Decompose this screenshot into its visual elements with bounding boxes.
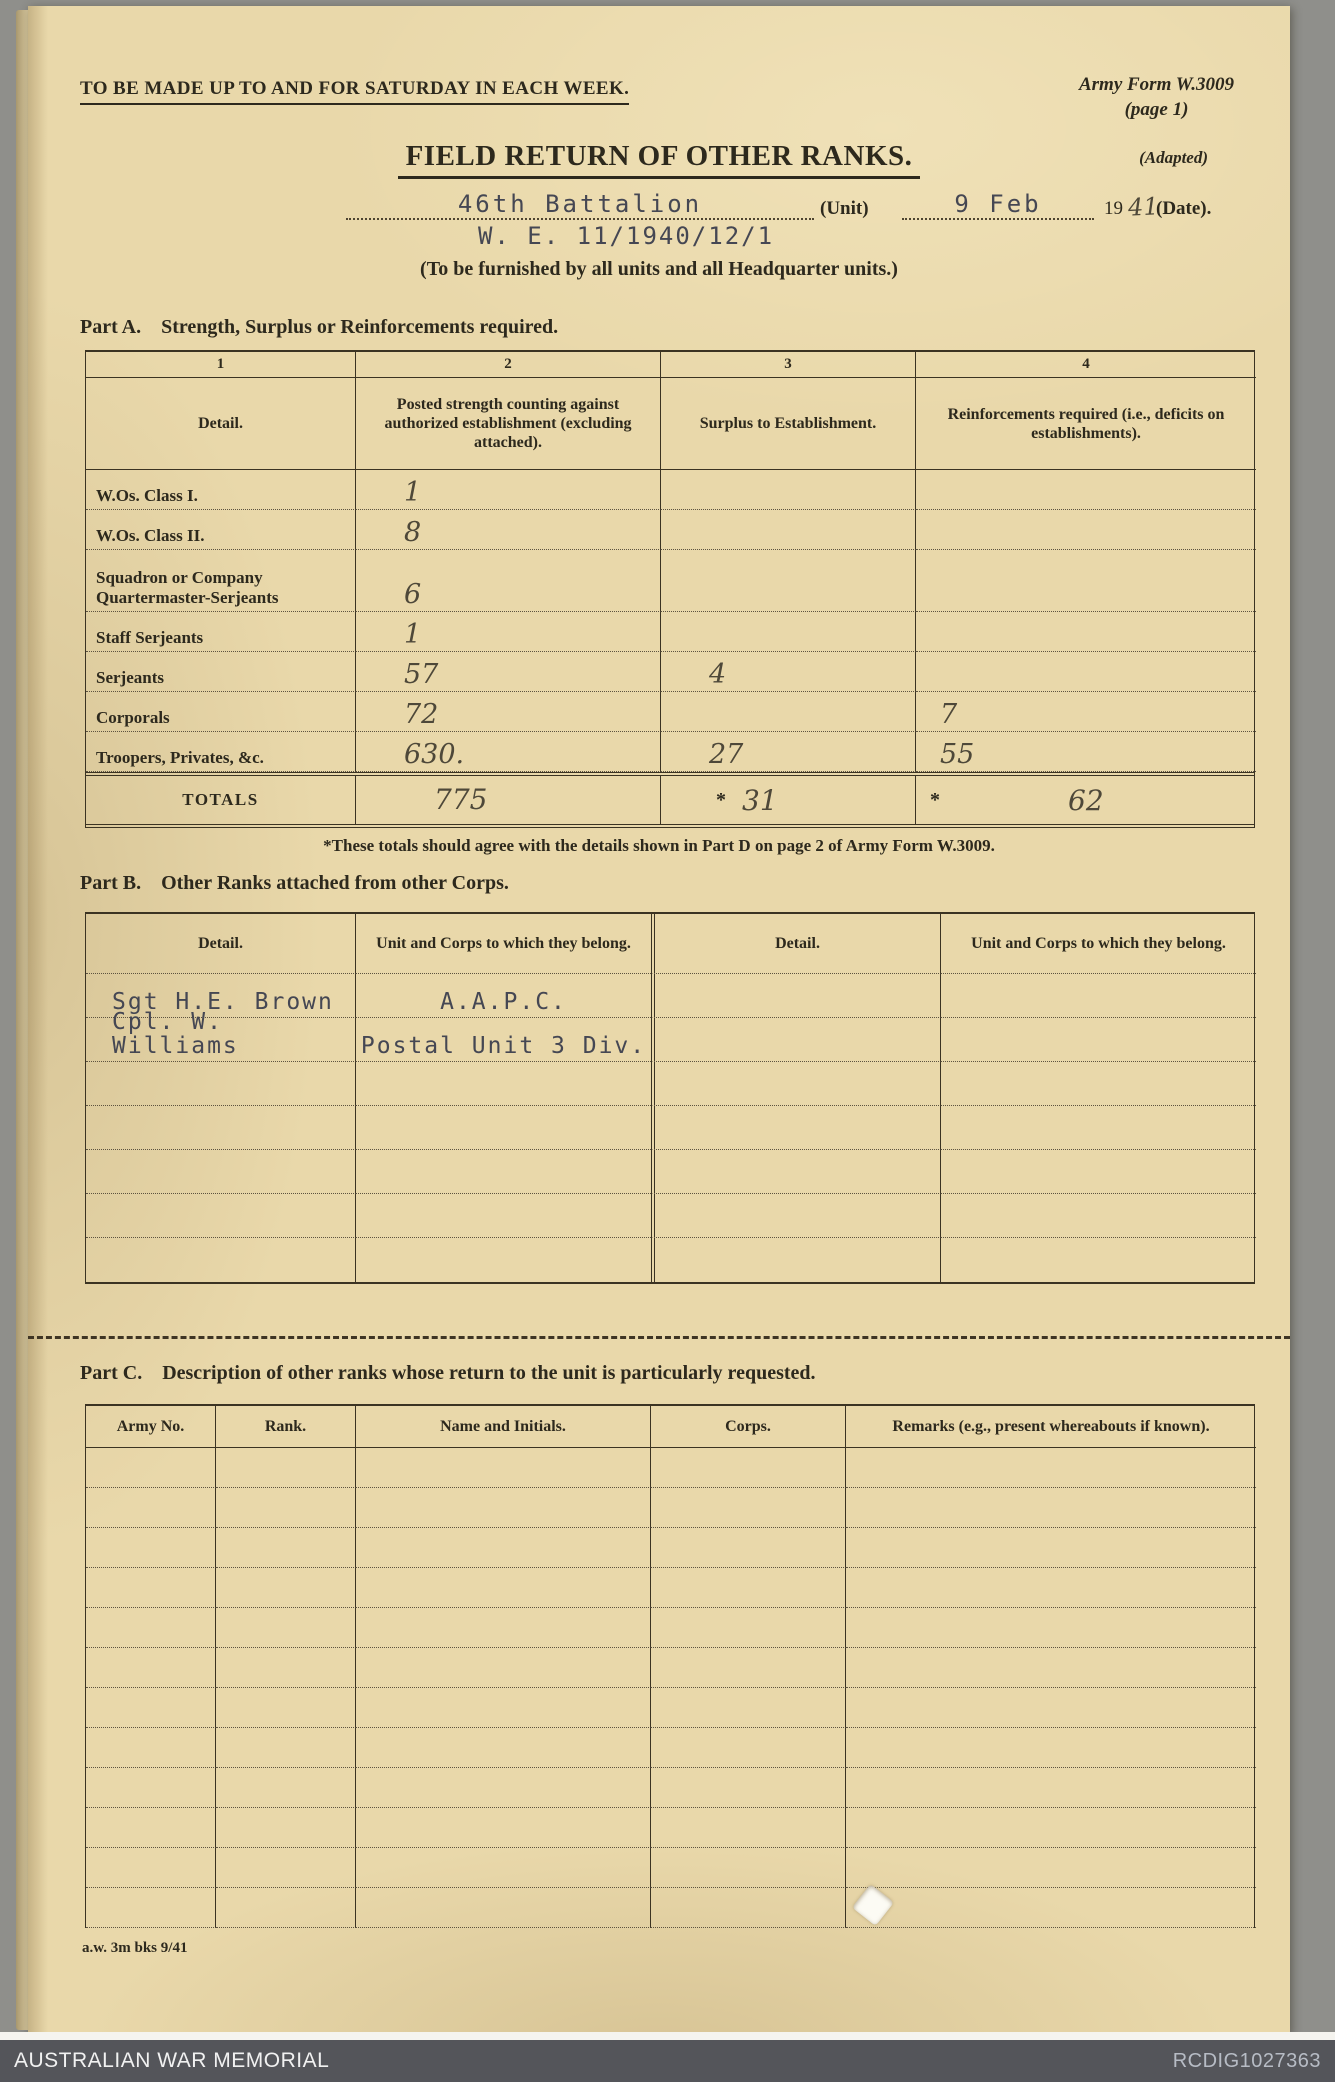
part-a-label: Part A. [80, 316, 142, 338]
furnish-note: (To be furnished by all units and all Headquarter units.) [420, 258, 898, 280]
totals-reinforcements-value: 62 [1068, 783, 1104, 817]
header-army-no: Army No. [86, 1406, 216, 1448]
empty-cell [941, 1018, 1256, 1062]
adapted-note: (Adapted) [1139, 148, 1208, 167]
reinforcements-value: 55 [916, 732, 1256, 772]
row-label: W.Os. Class I. [86, 470, 356, 510]
empty-row [86, 1194, 1254, 1238]
part-b-heading-text: Other Ranks attached from other Corps. [161, 872, 509, 894]
table-row [86, 652, 1254, 692]
reinforcements-value [916, 470, 1256, 510]
attached-detail: Cpl. W. Williams [86, 1018, 356, 1062]
form-title-wrap [28, 140, 1290, 179]
header-rank: Rank. [216, 1406, 356, 1448]
weekly-instruction-note: TO BE MADE UP TO AND FOR SATURDAY IN EACH WEEK. [80, 78, 629, 105]
empty-cell [651, 974, 941, 1018]
surplus-value [661, 550, 916, 612]
unit-entry-line [346, 190, 814, 220]
part-c-header-row [86, 1406, 1254, 1448]
empty-row [86, 1238, 1254, 1282]
part-b-table [85, 912, 1255, 1284]
column-number: 2 [356, 352, 661, 378]
header-surplus: Surplus to Establishment. [661, 378, 916, 470]
totals-reinforcements [916, 776, 1256, 824]
part-c-label: Part C. [80, 1362, 143, 1384]
table-row [86, 510, 1254, 550]
posted-value: 1 [356, 612, 661, 652]
scan-margin-strip [0, 2032, 1335, 2040]
empty-row [86, 1888, 1254, 1928]
part-c-heading-text: Description of other ranks whose return to the unit is particularly requested. [162, 1362, 816, 1384]
column-number: 4 [916, 352, 1256, 378]
date-label: (Date). [1156, 198, 1212, 219]
table-row [86, 550, 1254, 612]
empty-row [86, 1062, 1254, 1106]
header-corps: Corps. [651, 1406, 846, 1448]
date-entry-line [902, 190, 1094, 220]
attached-detail: Sgt H.E. Brown [86, 974, 356, 1018]
part-b-heading [80, 872, 509, 895]
part-a-footnote: *These totals should agree with the details shown in Part D on page 2 of Army Form W.3009. [323, 836, 995, 855]
part-c-heading [80, 1362, 816, 1385]
part-a-heading [80, 316, 558, 339]
year-handwritten: 41 [1127, 192, 1160, 222]
empty-row [86, 1150, 1254, 1194]
header-detail: Detail. [86, 378, 356, 470]
table-row [86, 1009, 1254, 1062]
unit-name-typed: 46th Battalion [457, 190, 703, 218]
row-label: Troopers, Privates, &c. [86, 732, 356, 772]
empty-row [86, 1106, 1254, 1150]
posted-value: 6 [356, 550, 661, 612]
part-a-heading-text: Strength, Surplus or Reinforcements required. [161, 316, 559, 338]
tear-off-dashed-line [28, 1336, 1290, 1339]
posted-value: 72 [356, 692, 661, 732]
table-row [86, 692, 1254, 732]
header-reinforcements: Reinforcements required (i.e., deficits on establishments). [916, 378, 1256, 470]
empty-row [86, 1648, 1254, 1688]
totals-label: TOTALS [86, 776, 356, 824]
surplus-value [661, 510, 916, 550]
header-remarks: Remarks (e.g., present whereabouts if known). [846, 1406, 1256, 1448]
attached-unit: Postal Unit 3 Div. [356, 1018, 651, 1062]
part-a-table [85, 350, 1255, 828]
part-b-header-row [86, 914, 1254, 974]
posted-value: 630. [356, 732, 661, 772]
empty-row [86, 1768, 1254, 1808]
header-posted-strength: Posted strength counting against authorized establishment (excluding attached). [356, 378, 661, 470]
archive-reference-id: RCDIG1027363 [1172, 2049, 1321, 2072]
empty-row [86, 1728, 1254, 1768]
part-a-header-row [86, 378, 1254, 470]
empty-row [86, 1848, 1254, 1888]
surplus-value: 4 [661, 652, 916, 692]
archive-footer-bar [0, 2040, 1335, 2082]
reinforcements-value [916, 652, 1256, 692]
attached-unit: A.A.P.C. [356, 974, 651, 1018]
date-typed: 9 Feb [954, 190, 1042, 218]
posted-value: 8 [356, 510, 661, 550]
header-detail: Detail. [651, 914, 941, 974]
totals-row [86, 772, 1254, 828]
totals-surplus-value: 31 [742, 783, 778, 817]
form-title: FIELD RETURN OF OTHER RANKS. [398, 140, 921, 179]
header-unit-corps: Unit and Corps to which they belong. [356, 914, 651, 974]
printer-imprint: a.w. 3m bks 9/41 [82, 1940, 188, 1956]
part-c-table [85, 1404, 1255, 1928]
empty-row [86, 1488, 1254, 1528]
footnote-asterisk: * [716, 788, 726, 811]
form-page-number: (page 1) [1124, 99, 1189, 120]
row-label: Staff Serjeants [86, 612, 356, 652]
reinforcements-value [916, 550, 1256, 612]
reinforcements-value [916, 612, 1256, 652]
header-unit-corps: Unit and Corps to which they belong. [941, 914, 1256, 974]
column-number: 3 [661, 352, 916, 378]
table-row [86, 612, 1254, 652]
year-prefix-printed: 19 [1104, 198, 1123, 219]
empty-row [86, 1608, 1254, 1648]
column-number: 1 [86, 352, 356, 378]
empty-row [86, 1808, 1254, 1848]
unit-date-line [28, 188, 1290, 224]
scanned-form-page [28, 6, 1290, 2034]
surplus-value [661, 470, 916, 510]
reinforcements-value: 7 [916, 692, 1256, 732]
empty-cell [941, 974, 1256, 1018]
form-number: Army Form W.3009 [1078, 74, 1234, 95]
part-a-column-numbers [86, 352, 1254, 378]
unit-label: (Unit) [820, 198, 869, 219]
row-label: Serjeants [86, 652, 356, 692]
empty-cell [651, 1018, 941, 1062]
form-reference [1079, 72, 1234, 122]
row-label: Squadron or Company Quartermaster-Serjeants [86, 550, 356, 612]
surplus-value: 27 [661, 732, 916, 772]
empty-row [86, 1688, 1254, 1728]
row-label: W.Os. Class II. [86, 510, 356, 550]
header-name-initials: Name and Initials. [356, 1406, 651, 1448]
war-establishment-typed: W. E. 11/1940/12/1 [477, 222, 775, 250]
table-row [86, 470, 1254, 510]
row-label: Corporals [86, 692, 356, 732]
war-establishment-line [416, 222, 836, 250]
totals-posted: 775 [356, 776, 661, 824]
table-row [86, 732, 1254, 772]
totals-surplus [661, 776, 916, 824]
surplus-value [661, 692, 916, 732]
archive-name: AUSTRALIAN WAR MEMORIAL [14, 2049, 330, 2072]
part-b-label: Part B. [80, 872, 142, 894]
empty-row [86, 1448, 1254, 1488]
empty-row [86, 1568, 1254, 1608]
header-detail: Detail. [86, 914, 356, 974]
empty-row [86, 1528, 1254, 1568]
surplus-value [661, 612, 916, 652]
footnote-asterisk: * [930, 788, 940, 811]
posted-value: 1 [356, 470, 661, 510]
reinforcements-value [916, 510, 1256, 550]
posted-value: 57 [356, 652, 661, 692]
